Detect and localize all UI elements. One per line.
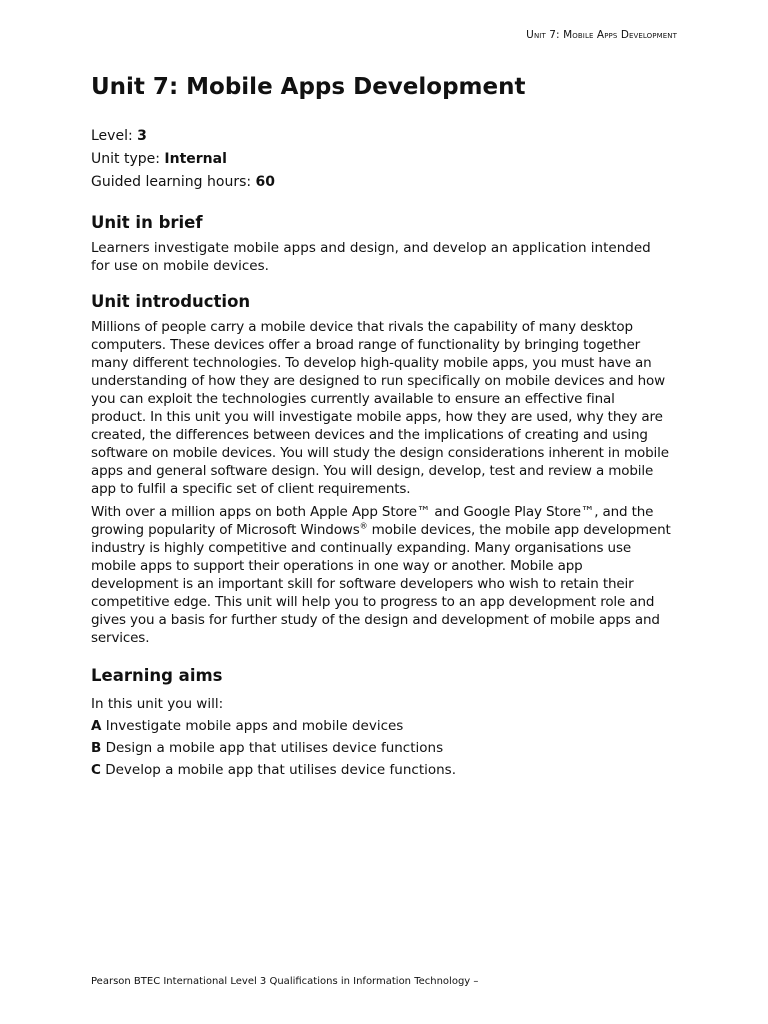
learning-aims-list <box>91 715 673 781</box>
aim-text: Investigate mobile apps and mobile devices <box>101 718 404 734</box>
list-item <box>91 715 673 737</box>
unit-introduction-heading: Unit introduction <box>91 292 251 311</box>
meta-hours <box>91 171 673 194</box>
meta-unit-type-label: Unit type: <box>91 151 165 167</box>
unit-introduction-paragraph-1: Millions of people carry a mobile device that rivals the capability of many desktop computers. These devices offer a broad range of functionality by bringing together many different technologies. To develop high-quality mobile apps, you must have an understanding of how they are designed to run specifically on mobile devices and how you can exploit the technologies currently available to ensure an effective final product. In this unit you will investigate mobile apps, how they are used, why they are created, the differences between devices and the implications of creating and using software on mobile devices. You will study the design considerations inherent in mobile apps and general software design. You will design, develop, test and review a mobile app to fulfil a specific set of client requirements. <box>91 319 669 497</box>
list-item <box>91 737 673 759</box>
unit-in-brief-heading: Unit in brief <box>91 213 203 232</box>
meta-level-label: Level: <box>91 128 138 144</box>
meta-level-value: 3 <box>137 128 147 144</box>
document-body <box>91 72 673 781</box>
meta-hours-value: 60 <box>255 174 276 190</box>
running-header: Unit 7: Mobile Apps Development <box>526 29 677 41</box>
unit-introduction-paragraph-2 <box>91 503 673 647</box>
paragraph-2-text-after: mobile devices, the mobile app development industry is highly competitive and continually expanding. Many organisations use mobile apps to support their operations in one way or another. Mobile app development is an important skill for software developers who wish to retain their competitive edge. This unit will help you to progress to an app development role and gives you a basis for further study of the design and development of mobile apps and services. <box>91 522 671 646</box>
paragraph-2-text-before: With over a million apps on both Apple App Store™ and Google Play Store™, and the growing popularity of Microsoft Windows <box>91 504 654 538</box>
meta-unit-type-value: Internal <box>164 151 227 167</box>
meta-hours-label: Guided learning hours: <box>91 174 256 190</box>
registered-mark: ® <box>359 521 368 531</box>
meta-unit-type <box>91 148 673 171</box>
aim-letter: B <box>91 740 102 756</box>
meta-level <box>91 125 673 148</box>
page-footer: Pearson BTEC International Level 3 Qualifications in Information Technology – <box>91 976 479 987</box>
page-title: Unit 7: Mobile Apps Development <box>91 74 526 100</box>
aim-text: Design a mobile app that utilises device functions <box>101 740 444 756</box>
list-item <box>91 759 673 781</box>
unit-meta <box>91 125 673 194</box>
aim-text: Develop a mobile app that utilises device functions. <box>100 762 457 778</box>
unit-in-brief-text: Learners investigate mobile apps and design, and develop an application intended for use on mobile devices. <box>91 240 651 274</box>
learning-aims-lead: In this unit you will: <box>91 696 224 712</box>
learning-aims-heading: Learning aims <box>91 666 223 685</box>
aim-letter: C <box>91 762 101 778</box>
aim-letter: A <box>91 718 102 734</box>
